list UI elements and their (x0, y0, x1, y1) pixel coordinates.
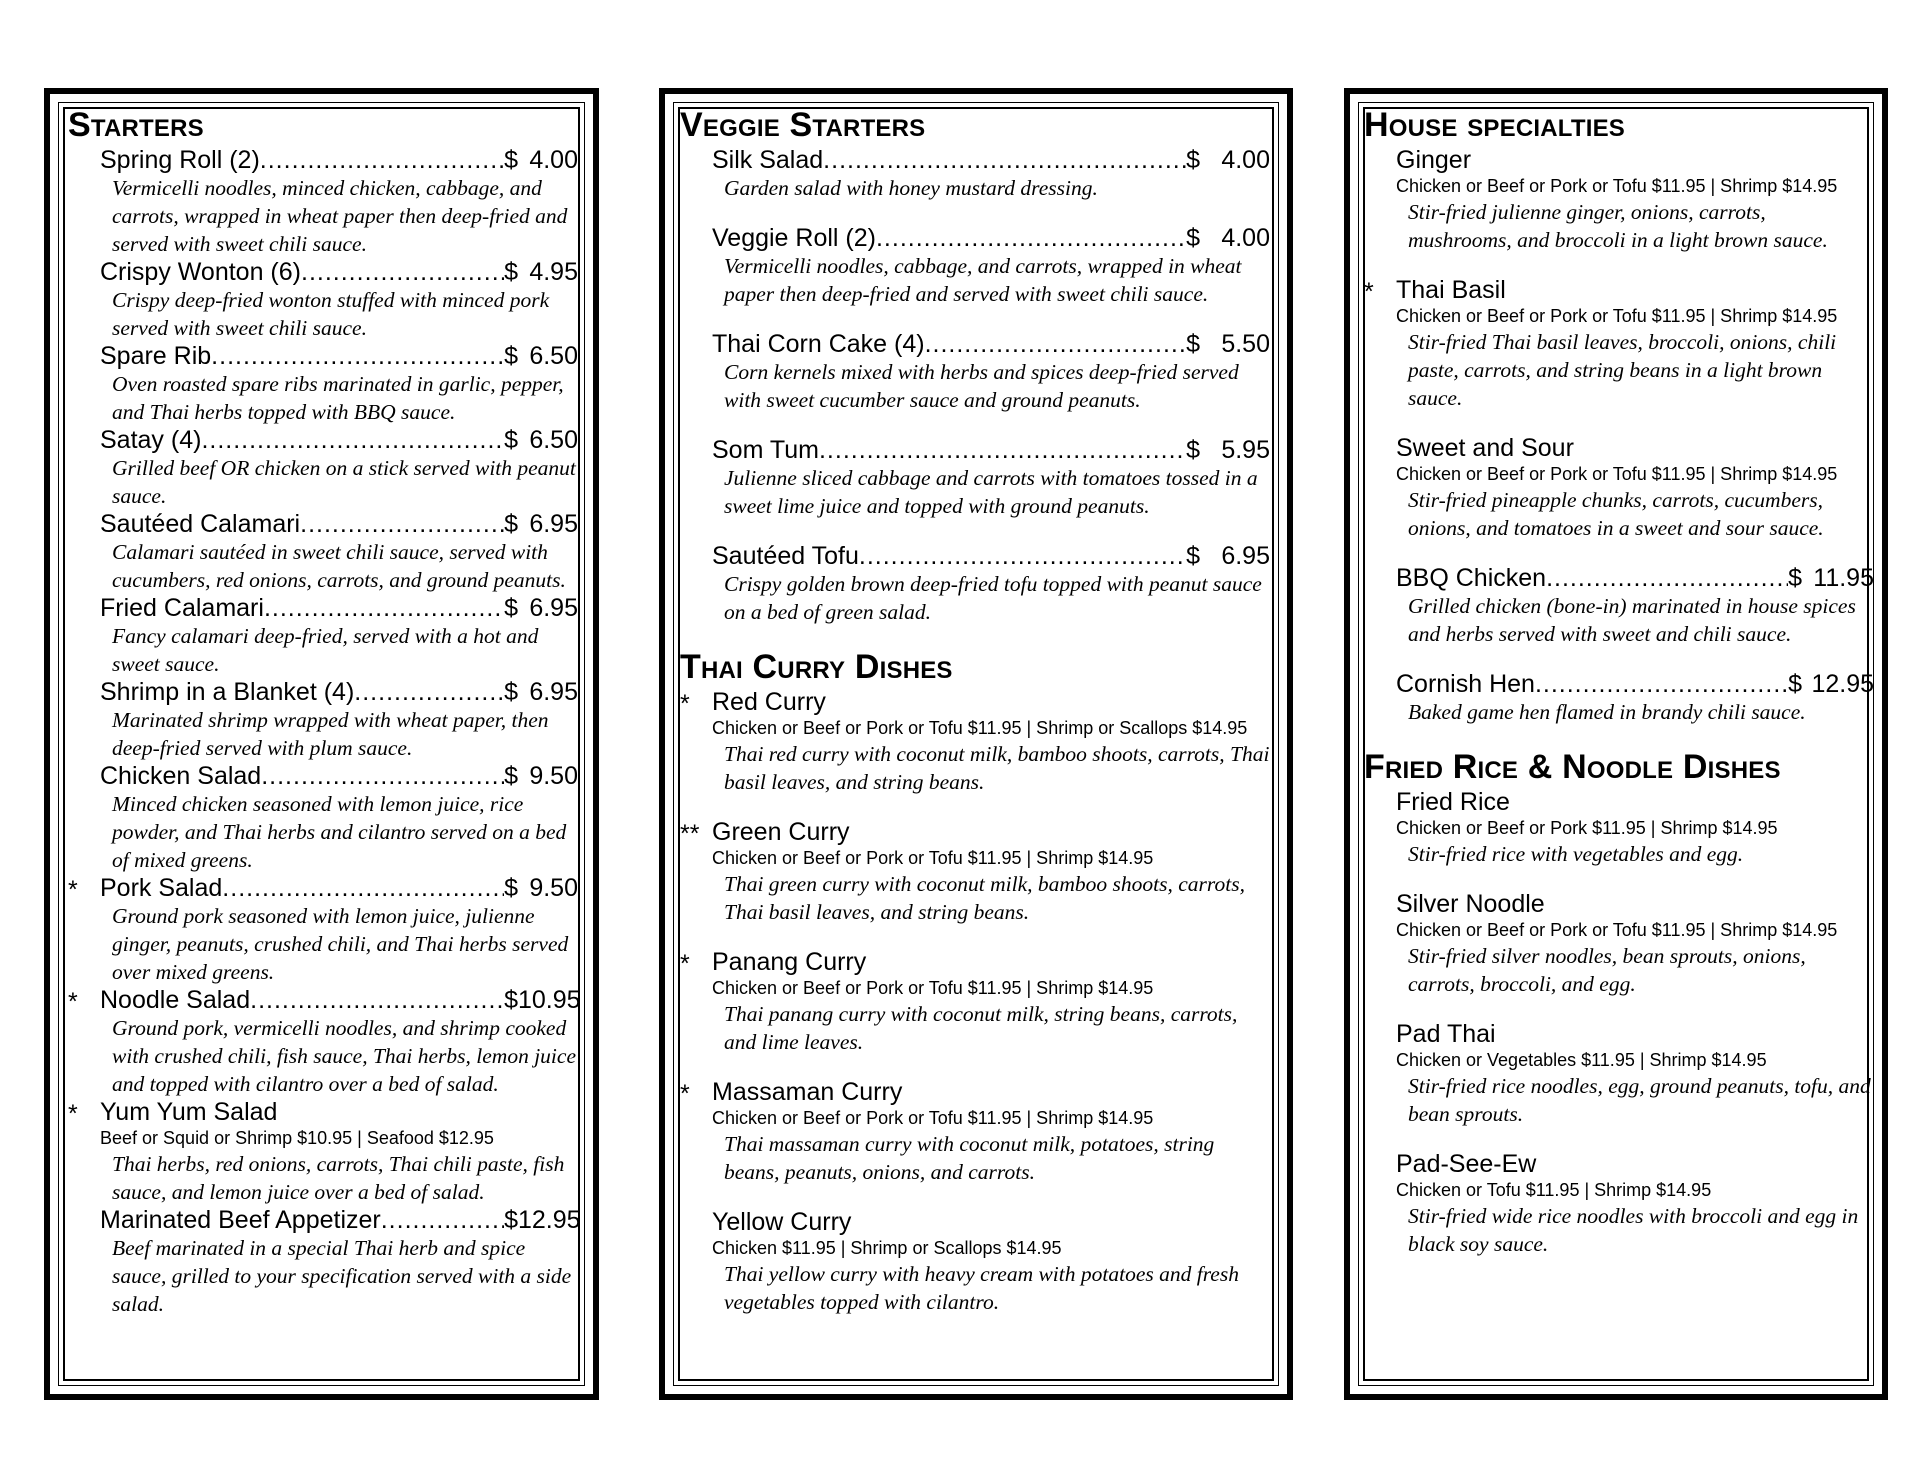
section-title-fried-rice-and-noodle-dishes: Fried Rice & Noodle Dishes (1364, 748, 1781, 786)
menu-item-price: 6.95 (529, 594, 578, 622)
menu-item-name: Crispy Wonton (6) (100, 258, 301, 286)
menu-item-price: 6.95 (1221, 542, 1270, 570)
menu-item-description: Corn kernels mixed with herbs and spices deep-fried served with sweet cucumber sauce and ground peanuts. (724, 360, 1239, 412)
dot-leader (823, 146, 1186, 174)
menu-item-name: Red Curry (712, 688, 826, 716)
menu-item-name-row (712, 1078, 1270, 1106)
menu-item-name: Thai Corn Cake (4) (712, 330, 925, 358)
menu-item-variants: Chicken or Beef or Pork or Tofu $11.95 | Shrimp $14.95 (712, 1108, 1154, 1128)
dot-leader (1535, 670, 1788, 698)
menu-column-center (680, 106, 1270, 1316)
section-title-veggie-starters: Veggie Starters (680, 106, 926, 144)
menu-item-name: Sautéed Tofu (712, 542, 859, 570)
menu-item-name-row (100, 510, 578, 538)
menu-item-variants: Chicken or Beef or Pork or Tofu $11.95 | Shrimp $14.95 (1396, 920, 1838, 940)
menu-item-variants: Chicken or Beef or Pork or Tofu $11.95 | Shrimp $14.95 (712, 978, 1154, 998)
menu-item-green-curry (680, 818, 1270, 926)
menu-item-name-row (712, 146, 1270, 174)
menu-item-name: Silk Salad (712, 146, 824, 174)
menu-item-description: Ground pork seasoned with lemon juice, julienne ginger, peanuts, crushed chili, and Thai herbs served over mixed greens. (112, 904, 569, 984)
menu-item-price: 6.95 (529, 678, 578, 706)
menu-item-name-row (1396, 788, 1874, 816)
dot-leader (876, 224, 1186, 252)
currency-symbol: $ (504, 986, 518, 1014)
spicy-marker: * (680, 950, 690, 978)
menu-item-name: Green Curry (712, 818, 850, 846)
menu-item-description: Garden salad with honey mustard dressing. (724, 176, 1098, 200)
menu-item-name-row (100, 146, 578, 174)
menu-item-variants: Chicken $11.95 | Shrimp or Scallops $14.95 (712, 1238, 1062, 1258)
menu-item-name-row (712, 542, 1270, 570)
menu-item-description: Crispy golden brown deep-fried tofu topped with peanut sauce on a bed of green salad. (724, 572, 1262, 624)
menu-item-thai-corn-cake-4 (680, 330, 1270, 414)
currency-symbol: $ (504, 146, 518, 174)
menu-item-silk-salad (680, 146, 1270, 202)
menu-item-price: 6.50 (529, 342, 578, 370)
menu-item-price: 5.95 (1221, 436, 1270, 464)
menu-item-name: Noodle Salad (100, 986, 251, 1014)
menu-item-description: Grilled chicken (bone-in) marinated in house spices and herbs served with sweet and chili sauce. (1408, 594, 1856, 646)
menu-item-name-row (712, 688, 1270, 716)
menu-item-variants: Chicken or Tofu $11.95 | Shrimp $14.95 (1396, 1180, 1712, 1200)
menu-item-silver-noodle (1364, 890, 1874, 998)
menu-item-description: Stir-fried Thai basil leaves, broccoli, onions, chili paste, carrots, and string beans in a light brown sauce. (1408, 330, 1837, 410)
menu-item-name-row (100, 1206, 581, 1234)
menu-item-description: Stir-fried rice with vegetables and egg. (1408, 842, 1744, 866)
dot-leader (261, 762, 504, 790)
menu-item-spring-roll-2 (68, 146, 578, 258)
menu-item-description: Baked game hen flamed in brandy chili sauce. (1408, 700, 1806, 724)
menu-item-name: Shrimp in a Blanket (4) (100, 678, 355, 706)
menu-item-fried-rice (1364, 788, 1874, 868)
menu-item-name-row (1396, 670, 1874, 698)
menu-item-name-row (712, 330, 1270, 358)
menu-item-name-row (1396, 890, 1874, 918)
spicy-marker: * (68, 876, 78, 904)
menu-item-description: Thai red curry with coconut milk, bamboo shoots, carrots, Thai basil leaves, and string beans. (724, 742, 1270, 794)
menu-item-variants: Chicken or Vegetables $11.95 | Shrimp $14.95 (1396, 1050, 1767, 1070)
menu-item-name-row (1396, 146, 1874, 174)
menu-item-name: Yellow Curry (712, 1208, 852, 1236)
dot-leader (354, 678, 504, 706)
menu-item-saut-ed-tofu (680, 542, 1270, 626)
menu-item-cornish-hen (1364, 670, 1874, 726)
menu-item-name-row (100, 874, 578, 902)
menu-item-description: Oven roasted spare ribs marinated in garlic, pepper, and Thai herbs topped with BBQ sauce. (112, 372, 564, 424)
section-title-house-specialties: House specialties (1364, 106, 1625, 144)
currency-symbol: $ (504, 594, 518, 622)
menu-item-som-tum (680, 436, 1270, 520)
menu-item-variants: Chicken or Beef or Pork $11.95 | Shrimp $14.95 (1396, 818, 1778, 838)
menu-item-variants: Chicken or Beef or Pork or Tofu $11.95 | Shrimp $14.95 (1396, 464, 1838, 484)
currency-symbol: $ (504, 342, 518, 370)
menu-item-description: Stir-fried rice noodles, egg, ground peanuts, tofu, and bean sprouts. (1408, 1074, 1871, 1126)
menu-item-description: Thai herbs, red onions, carrots, Thai chili paste, fish sauce, and lemon juice over a bed of salad. (112, 1152, 565, 1204)
dot-leader (859, 542, 1186, 570)
section-title-thai-curry-dishes: Thai Curry Dishes (680, 648, 953, 686)
menu-column-left (68, 106, 581, 1318)
menu-item-name-row (100, 762, 578, 790)
menu-item-sweet-and-sour (1364, 434, 1874, 542)
currency-symbol: $ (504, 762, 518, 790)
dot-leader (264, 594, 504, 622)
menu-item-name-row (100, 342, 578, 370)
menu-item-noodle-salad (68, 986, 581, 1098)
menu-item-description: Vermicelli noodles, minced chicken, cabbage, and carrots, wrapped in wheat paper then deep-fried and served with sweet chili sauce. (112, 176, 568, 256)
dot-leader (250, 986, 504, 1014)
menu-item-shrimp-in-a-blanket-4 (68, 678, 578, 762)
menu-item-description: Calamari sautéed in sweet chili sauce, served with cucumbers, red onions, carrots, and ground peanuts. (112, 540, 566, 592)
menu-item-pad-see-ew (1364, 1150, 1874, 1258)
menu-item-name: Pork Salad (100, 874, 223, 902)
menu-item-thai-basil (1364, 276, 1874, 412)
menu-item-price: 6.95 (529, 510, 578, 538)
menu-item-name: Ginger (1396, 146, 1472, 174)
section-title-starters: Starters (68, 106, 204, 144)
menu-item-price: 12.95 (518, 1206, 581, 1234)
menu-item-name: Satay (4) (100, 426, 202, 454)
menu-item-ginger (1364, 146, 1874, 254)
menu-item-pad-thai (1364, 1020, 1874, 1128)
menu-item-name-row (712, 948, 1270, 976)
dot-leader (211, 342, 504, 370)
menu-item-variants: Chicken or Beef or Pork or Tofu $11.95 | Shrimp $14.95 (1396, 176, 1838, 196)
menu-item-saut-ed-calamari (68, 510, 578, 594)
menu-item-spare-rib (68, 342, 578, 426)
currency-symbol: $ (1186, 436, 1200, 464)
menu-item-description: Vermicelli noodles, cabbage, and carrots, wrapped in wheat paper then deep-fried and served with sweet chili sauce. (724, 254, 1242, 306)
menu-item-name: Fried Rice (1396, 788, 1510, 816)
menu-item-fried-calamari (68, 594, 578, 678)
currency-symbol: $ (1186, 224, 1200, 252)
menu-item-name: Silver Noodle (1396, 890, 1545, 918)
menu-item-name: Panang Curry (712, 948, 867, 976)
currency-symbol: $ (1186, 330, 1200, 358)
currency-symbol: $ (504, 426, 518, 454)
menu-item-name: BBQ Chicken (1396, 564, 1547, 592)
currency-symbol: $ (1788, 670, 1802, 698)
menu-item-name-row (1396, 564, 1874, 592)
menu-item-yum-yum-salad (68, 1098, 578, 1206)
spicy-marker: * (680, 690, 690, 718)
menu-item-description: Ground pork, vermicelli noodles, and shrimp cooked with crushed chili, fish sauce, Thai herbs, lemon juice and topped with cilantro over a bed of salad. (112, 1016, 576, 1096)
spicy-marker: * (68, 1100, 78, 1128)
menu-item-marinated-beef-appetizer (68, 1206, 581, 1318)
spicy-marker: * (1364, 278, 1374, 306)
menu-item-name-row (1396, 1150, 1874, 1178)
menu-item-red-curry (680, 688, 1270, 796)
menu-item-price: 11.95 (1813, 564, 1874, 592)
currency-symbol: $ (504, 678, 518, 706)
menu-item-variants: Beef or Squid or Shrimp $10.95 | Seafood $12.95 (100, 1128, 494, 1148)
menu-item-name: Marinated Beef Appetizer (100, 1206, 381, 1234)
menu-item-name: Fried Calamari (100, 594, 264, 622)
menu-item-description: Julienne sliced cabbage and carrots with tomatoes tossed in a sweet lime juice and topped with ground peanuts. (724, 466, 1258, 518)
menu-item-price: 6.50 (529, 426, 578, 454)
currency-symbol: $ (504, 874, 518, 902)
menu-item-crispy-wonton-6 (68, 258, 578, 342)
menu-item-name: Pad Thai (1396, 1020, 1496, 1048)
menu-item-name-row (100, 594, 578, 622)
menu-item-price: 4.95 (529, 258, 578, 286)
currency-symbol: $ (504, 1206, 518, 1234)
menu-item-description: Thai panang curry with coconut milk, string beans, carrots, and lime leaves. (724, 1002, 1238, 1054)
menu-item-name-row (100, 258, 578, 286)
menu-item-name-row (100, 986, 581, 1014)
menu-item-name: Chicken Salad (100, 762, 262, 790)
menu-item-chicken-salad (68, 762, 578, 874)
menu-item-pork-salad (68, 874, 578, 986)
menu-item-name-row (712, 1208, 1270, 1236)
menu-item-description: Stir-fried silver noodles, bean sprouts, onions, carrots, broccoli, and egg. (1408, 944, 1806, 996)
menu-item-price: 9.50 (529, 762, 578, 790)
menu-item-veggie-roll-2 (680, 224, 1270, 308)
menu-item-variants: Chicken or Beef or Pork or Tofu $11.95 | Shrimp $14.95 (712, 848, 1154, 868)
currency-symbol: $ (504, 258, 518, 286)
menu-item-name-row (100, 1098, 578, 1126)
menu-item-name-row (1396, 434, 1874, 462)
menu-item-variants: Chicken or Beef or Pork or Tofu $11.95 | Shrimp or Scallops $14.95 (712, 718, 1248, 738)
menu-item-name: Yum Yum Salad (100, 1098, 278, 1126)
dot-leader (260, 146, 504, 174)
menu-item-massaman-curry (680, 1078, 1270, 1186)
menu-item-name: Veggie Roll (2) (712, 224, 876, 252)
dot-leader (222, 874, 504, 902)
dot-leader (301, 258, 504, 286)
menu-item-name-row (712, 818, 1270, 846)
menu-item-description: Fancy calamari deep-fried, served with a hot and sweet sauce. (112, 624, 539, 676)
menu-item-price: 5.50 (1221, 330, 1270, 358)
menu-item-description: Thai yellow curry with heavy cream with potatoes and fresh vegetables topped with cilantro. (724, 1262, 1239, 1314)
currency-symbol: $ (1186, 542, 1200, 570)
dot-leader (1546, 564, 1788, 592)
menu-item-description: Stir-fried julienne ginger, onions, carrots, mushrooms, and broccoli in a light brown sauce. (1408, 200, 1828, 252)
menu-item-name: Pad-See-Ew (1396, 1150, 1537, 1178)
menu-item-description: Thai massaman curry with coconut milk, potatoes, string beans, peanuts, onions, and carrots. (724, 1132, 1215, 1184)
currency-symbol: $ (1186, 146, 1200, 174)
menu-item-name: Som Tum (712, 436, 819, 464)
menu-item-price: 4.00 (529, 146, 578, 174)
menu-item-name: Sautéed Calamari (100, 510, 301, 538)
menu-item-name-row (1396, 276, 1874, 304)
menu-column-right (1364, 106, 1874, 1258)
menu-item-price: 10.95 (518, 986, 581, 1014)
menu-item-name-row (1396, 1020, 1874, 1048)
menu-item-description: Marinated shrimp wrapped with wheat paper, then deep-fried served with plum sauce. (112, 708, 549, 760)
dot-leader (381, 1206, 504, 1234)
spicy-marker: * (68, 988, 78, 1016)
menu-item-description: Minced chicken seasoned with lemon juice, rice powder, and Thai herbs and cilantro served on a bed of mixed greens. (112, 792, 567, 872)
menu-item-description: Thai green curry with coconut milk, bamboo shoots, carrots, Thai basil leaves, and string beans. (724, 872, 1245, 924)
dot-leader (201, 426, 504, 454)
spicy-marker: ** (680, 820, 700, 848)
menu-item-name-row (712, 224, 1270, 252)
currency-symbol: $ (1788, 564, 1802, 592)
menu-item-panang-curry (680, 948, 1270, 1056)
dot-leader (925, 330, 1187, 358)
menu-item-description: Stir-fried pineapple chunks, carrots, cucumbers, onions, and tomatoes in a sweet and sour sauce. (1408, 488, 1824, 540)
currency-symbol: $ (504, 510, 518, 538)
menu-item-name: Cornish Hen (1396, 670, 1535, 698)
menu-item-satay-4 (68, 426, 578, 510)
menu-item-price: 9.50 (529, 874, 578, 902)
menu-item-name: Thai Basil (1396, 276, 1506, 304)
menu-item-name: Massaman Curry (712, 1078, 903, 1106)
menu-item-name: Spring Roll (2) (100, 146, 260, 174)
menu-item-yellow-curry (680, 1208, 1270, 1316)
dot-leader (300, 510, 504, 538)
menu-item-description: Beef marinated in a special Thai herb and spice sauce, grilled to your specification served with a side salad. (112, 1236, 572, 1316)
menu-item-description: Crispy deep-fried wonton stuffed with minced pork served with sweet chili sauce. (112, 288, 550, 340)
dot-leader (819, 436, 1186, 464)
menu-item-name: Sweet and Sour (1396, 434, 1574, 462)
menu-item-name: Spare Rib (100, 342, 212, 370)
menu-item-name-row (100, 426, 578, 454)
menu-item-name-row (712, 436, 1270, 464)
spicy-marker: * (680, 1080, 690, 1108)
menu-item-price: 12.95 (1811, 670, 1874, 698)
menu-item-description: Stir-fried wide rice noodles with broccoli and egg in black soy sauce. (1408, 1204, 1859, 1256)
menu-item-bbq-chicken (1364, 564, 1874, 648)
menu-item-variants: Chicken or Beef or Pork or Tofu $11.95 | Shrimp $14.95 (1396, 306, 1838, 326)
menu-item-price: 4.00 (1221, 224, 1270, 252)
menu-item-price: 4.00 (1221, 146, 1270, 174)
menu-item-name-row (100, 678, 578, 706)
menu-item-description: Grilled beef OR chicken on a stick served with peanut sauce. (112, 456, 576, 508)
